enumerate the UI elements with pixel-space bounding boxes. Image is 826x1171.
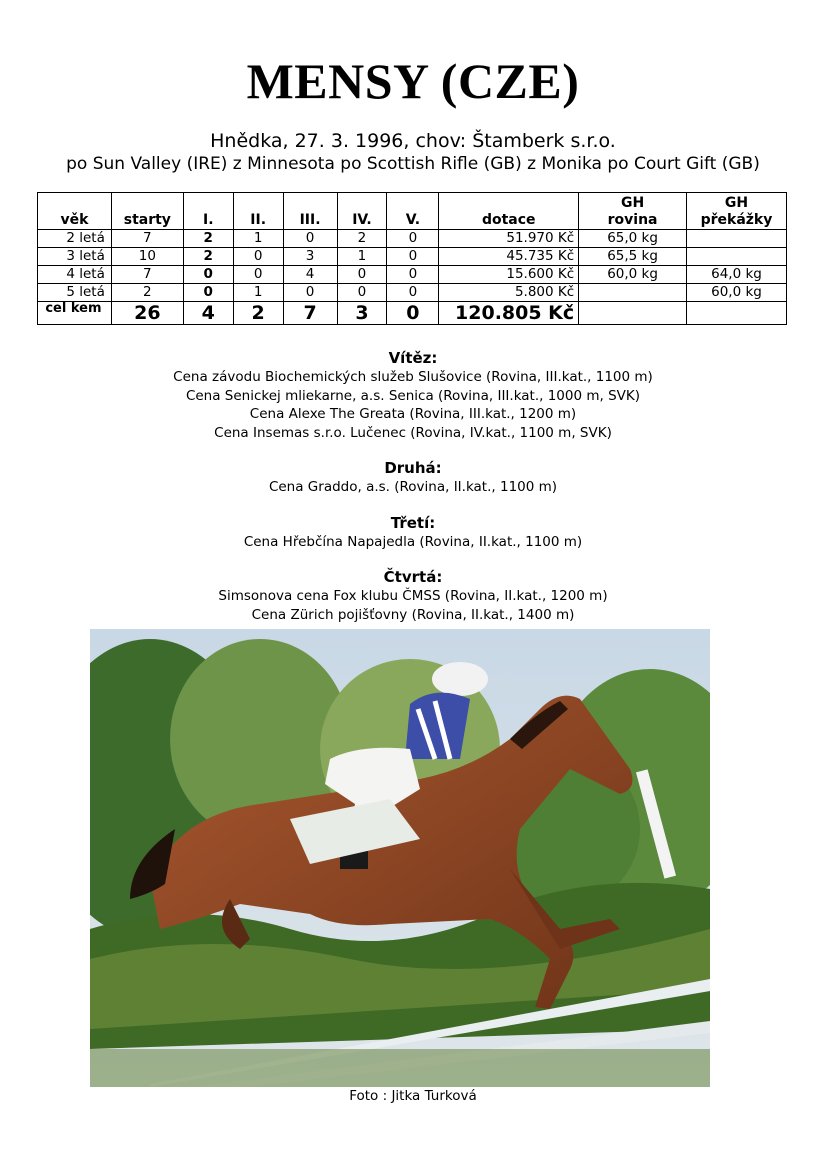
section-title: Druhá: <box>384 459 442 477</box>
cell-starts: 7 <box>111 266 183 284</box>
result-section <box>0 567 826 624</box>
cell-second: 0 <box>233 248 283 266</box>
race-entry: Simsonova cena Fox klubu ČMSS (Rovina, II.kat., 1200 m) <box>218 588 608 604</box>
cell-gh-hurdles <box>687 248 787 266</box>
horse-jumping-photo <box>90 629 710 1087</box>
cell-gh-flat <box>579 284 687 302</box>
horse-info-line: Hnědka, 27. 3. 1996, chov: Štamberk s.r.o. <box>210 130 616 152</box>
header-fourth: IV. <box>337 193 387 230</box>
cell-first: 4 <box>183 302 233 325</box>
cell-second: 1 <box>233 284 283 302</box>
cell-first: 0 <box>183 284 233 302</box>
cell-third: 3 <box>283 248 337 266</box>
header-starts: starty <box>111 193 183 230</box>
horse-photo-illustration <box>90 629 710 1087</box>
cell-gh-hurdles <box>687 230 787 248</box>
cell-fourth: 0 <box>337 266 387 284</box>
table-row <box>38 284 787 302</box>
cell-fourth: 3 <box>337 302 387 325</box>
table-total-row <box>38 302 787 325</box>
result-section <box>0 513 826 552</box>
cell-first: 2 <box>183 248 233 266</box>
cell-starts: 26 <box>111 302 183 325</box>
table-row <box>38 248 787 266</box>
cell-starts: 7 <box>111 230 183 248</box>
cell-fifth: 0 <box>387 302 439 325</box>
cell-prize-money: 51.970 Kč <box>439 230 579 248</box>
cell-gh-flat: 65,0 kg <box>579 230 687 248</box>
cell-third: 4 <box>283 266 337 284</box>
header-first: I. <box>183 193 233 230</box>
cell-third: 0 <box>283 230 337 248</box>
race-entry: Cena závodu Biochemických služeb Slušovice (Rovina, III.kat., 1100 m) <box>173 369 653 385</box>
cell-starts: 10 <box>111 248 183 266</box>
cell-age: 4 letá <box>38 266 112 284</box>
results-sections <box>0 348 826 640</box>
race-entry: Cena Graddo, a.s. (Rovina, II.kat., 1100 m) <box>268 479 558 495</box>
cell-fifth: 0 <box>387 266 439 284</box>
cell-second: 2 <box>233 302 283 325</box>
race-statistics-table <box>37 192 787 325</box>
cell-age: cel kem <box>38 302 112 325</box>
cell-fifth: 0 <box>387 284 439 302</box>
horse-name-title: MENSY (CZE) <box>246 53 580 109</box>
cell-fifth: 0 <box>387 248 439 266</box>
cell-third: 7 <box>283 302 337 325</box>
cell-prize-money: 120.805 Kč <box>439 302 579 325</box>
cell-third: 0 <box>283 284 337 302</box>
race-entry: Cena Hřebčína Napajedla (Rovina, II.kat., 1100 m) <box>243 533 583 550</box>
cell-age: 3 letá <box>38 248 112 266</box>
race-entry: Cena Alexe The Greata (Rovina, III.kat., 1200 m) <box>249 406 577 422</box>
cell-age: 2 letá <box>38 230 112 248</box>
race-entry: Cena Insemas s.r.o. Lučenec (Rovina, IV.kat., 1100 m, SVK) <box>214 424 612 441</box>
section-title: Čtvrtá: <box>383 568 443 586</box>
cell-gh-hurdles <box>687 302 787 325</box>
cell-fourth: 0 <box>337 284 387 302</box>
cell-first: 2 <box>183 230 233 248</box>
cell-prize-money: 45.735 Kč <box>439 248 579 266</box>
cell-gh-flat: 65,5 kg <box>579 248 687 266</box>
cell-age: 5 letá <box>38 284 112 302</box>
race-entry: Cena Zürich pojišťovny (Rovina, II.kat., 1400 m) <box>251 606 575 623</box>
result-section <box>0 348 826 442</box>
cell-fourth: 1 <box>337 248 387 266</box>
cell-prize-money: 5.800 Kč <box>439 284 579 302</box>
header-fifth: V. <box>387 193 439 230</box>
header-gh-flat: GH rovina <box>579 193 687 230</box>
cell-first: 0 <box>183 266 233 284</box>
header-prize-money: dotace <box>439 193 579 230</box>
table-header-row <box>38 193 787 230</box>
pedigree-line: po Sun Valley (IRE) z Minnesota po Scottish Rifle (GB) z Monika po Court Gift (GB) <box>66 154 760 174</box>
race-entry: Cena Senickej mliekarne, a.s. Senica (Rovina, III.kat., 1000 m, SVK) <box>185 387 641 404</box>
cell-second: 0 <box>233 266 283 284</box>
cell-prize-money: 15.600 Kč <box>439 266 579 284</box>
photo-credit: Foto : Jitka Turková <box>349 1088 477 1104</box>
section-title: Třetí: <box>390 513 436 532</box>
cell-gh-flat: 60,0 kg <box>579 266 687 284</box>
cell-fifth: 0 <box>387 230 439 248</box>
header-third: III. <box>283 193 337 230</box>
cell-starts: 2 <box>111 284 183 302</box>
header-gh-hurdles: GH překážky <box>687 193 787 230</box>
cell-gh-hurdles: 60,0 kg <box>687 284 787 302</box>
cell-fourth: 2 <box>337 230 387 248</box>
result-section <box>0 458 826 497</box>
header-second: II. <box>233 193 283 230</box>
cell-gh-hurdles: 64,0 kg <box>687 266 787 284</box>
section-title: Vítěz: <box>388 349 438 367</box>
table-row <box>38 230 787 248</box>
table-row <box>38 266 787 284</box>
cell-second: 1 <box>233 230 283 248</box>
header-age: věk <box>38 193 112 230</box>
cell-gh-flat <box>579 302 687 325</box>
